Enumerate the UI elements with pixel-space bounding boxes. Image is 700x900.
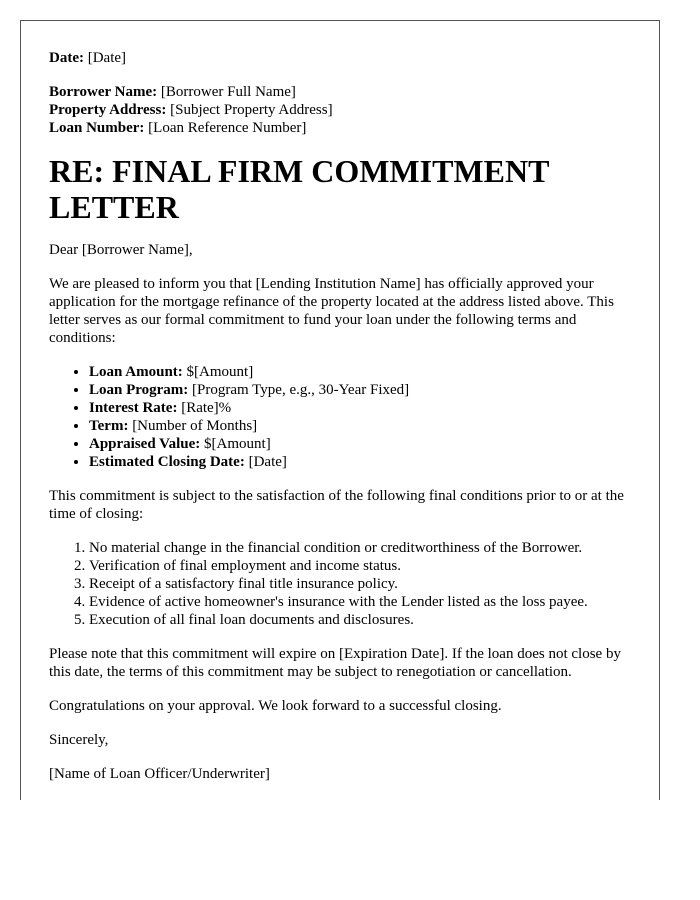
borrower-name-value: [Borrower Full Name] (160, 84, 296, 100)
loan-number-value: [Loan Reference Number] (148, 120, 307, 136)
intro-paragraph: We are pleased to inform you that [Lending Institution Name] has officially approved your application for the mortgage refinance of the property located at the address listed above. This letter serves as our formal commitment to fund your loan under the following terms and conditions: (49, 276, 614, 346)
salutation: Dear [Borrower Name], (49, 242, 193, 258)
condition-item: 2. Verification of final employment and income status. (89, 557, 631, 575)
property-address-line (49, 101, 631, 119)
loan-details-block (49, 83, 631, 137)
property-address-label: Property Address: (49, 102, 167, 118)
term-label: Estimated Closing Date: (89, 454, 245, 470)
closing-line: Sincerely, (49, 732, 109, 748)
congratulations-line: Congratulations on your approval. We look forward to a successful closing. (49, 698, 502, 714)
term-value: $[Amount] (204, 436, 271, 452)
borrower-name-line (49, 83, 631, 101)
property-address-value: [Subject Property Address] (170, 102, 333, 118)
borrower-name-label: Borrower Name: (49, 84, 158, 100)
term-label: Loan Amount: (89, 364, 183, 380)
date-line (49, 49, 631, 67)
conditions-intro: This commitment is subject to the satisfaction of the following final conditions prior to or at the time of closing: (49, 488, 624, 522)
term-value: [Number of Months] (132, 418, 258, 434)
term-label: Loan Program: (89, 382, 189, 398)
term-item-appraised-value (89, 435, 631, 453)
expiration-note: Please note that this commitment will expire on [Expiration Date]. If the loan does not close by this date, the terms of this commitment may be subject to renegotiation or cancellation. (49, 646, 621, 680)
conditions-list (49, 539, 631, 629)
term-value: [Program Type, e.g., 30-Year Fixed] (192, 382, 410, 398)
term-item-term (89, 417, 631, 435)
date-value: [Date] (87, 50, 127, 66)
condition-item: 4. Evidence of active homeowner's insurance with the Lender listed as the loss payee. (89, 593, 631, 611)
term-value: [Rate]% (181, 400, 232, 416)
loan-number-line (49, 119, 631, 137)
condition-item: 3. Receipt of a satisfactory final title insurance policy. (89, 575, 631, 593)
condition-item: 1. No material change in the financial condition or creditworthiness of the Borrower. (89, 539, 631, 557)
term-item-closing-date (89, 453, 631, 471)
loan-number-label: Loan Number: (49, 120, 145, 136)
term-item-loan-program (89, 381, 631, 399)
letter-page (20, 20, 660, 800)
term-label: Interest Rate: (89, 400, 178, 416)
loan-terms-list (49, 363, 631, 471)
term-label: Term: (89, 418, 129, 434)
term-value: $[Amount] (186, 364, 254, 380)
term-label: Appraised Value: (89, 436, 201, 452)
condition-item: 5. Execution of all final loan documents and disclosures. (89, 611, 631, 629)
signature-line: [Name of Loan Officer/Underwriter] (49, 766, 270, 782)
date-label: Date: (49, 50, 84, 66)
term-value: [Date] (248, 454, 287, 470)
term-item-loan-amount (89, 363, 631, 381)
letter-title: RE: FINAL FIRM COMMITMENT LETTER (49, 153, 549, 225)
term-item-interest-rate (89, 399, 631, 417)
